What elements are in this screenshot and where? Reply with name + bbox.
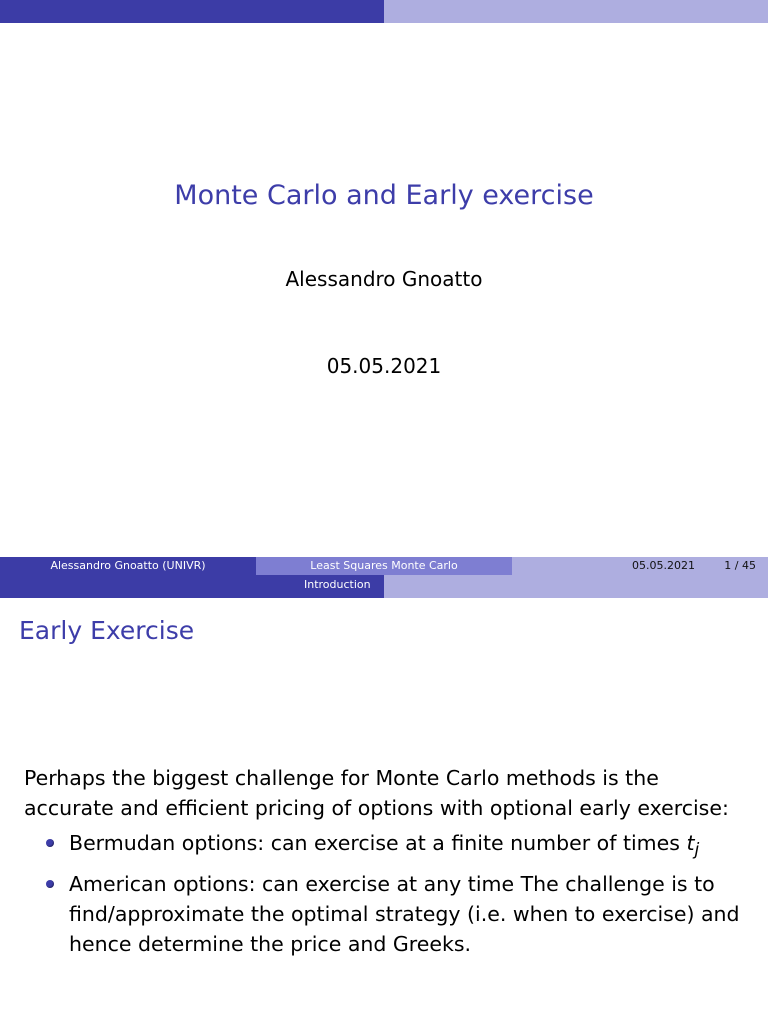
footer-short-title: Least Squares Monte Carlo [256,557,512,575]
frame-title: Early Exercise [19,616,195,645]
footer-author: Alessandro Gnoatto (UNIVR) [0,557,256,575]
bullet-icon [46,880,54,888]
footer-page-number: 1 / 45 [724,559,756,572]
intro-paragraph: Perhaps the biggest challenge for Monte Carlo methods is the accurate and efficient pricing of options with optional early exercise: [24,766,729,820]
footer-right [512,557,768,575]
section-nav-bar-right [384,575,768,598]
bullet-text: Bermudan options: can exercise at a finite number of times [69,831,687,855]
math-symbol: t [686,831,695,855]
list-item [44,869,744,959]
header-bar-right [384,0,768,23]
section-nav-introduction[interactable]: Introduction [304,578,371,591]
presentation-author: Alessandro Gnoatto [285,267,483,291]
header-bar-left [0,0,384,23]
bullet-text: American options: can exercise at any time The challenge is to find/approximate the optimal strategy (i.e. when to exercise) and hence determine the price and Greeks. [69,872,740,957]
list-item [44,828,744,865]
presentation-date: 05.05.2021 [326,354,442,378]
presentation-title: Monte Carlo and Early exercise [174,180,594,211]
bullet-list [44,828,744,963]
footer-date: 05.05.2021 [632,559,695,572]
math-subscript: j [694,840,700,861]
bullet-icon [46,839,54,847]
